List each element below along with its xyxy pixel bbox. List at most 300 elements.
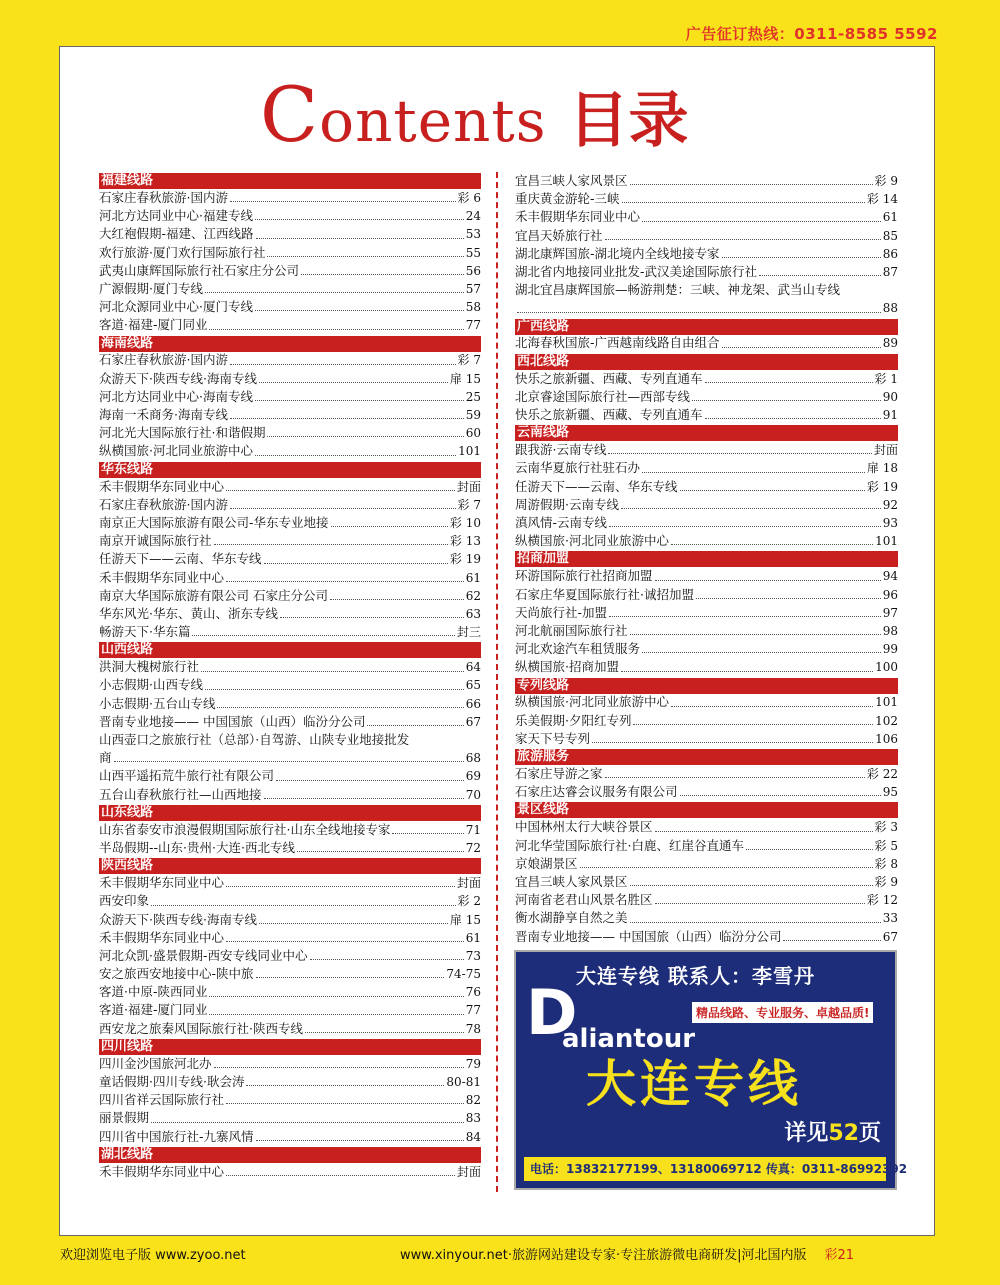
ad-see-num: 52: [828, 1121, 859, 1146]
leader-dots: [214, 544, 448, 545]
toc-entry-page: 53: [465, 227, 481, 242]
ad-contact: 电话：13832177199、13180069712 传真：0311-86992392: [524, 1157, 886, 1181]
toc-entry-page: 封面: [873, 443, 898, 458]
leader-dots: [310, 959, 464, 960]
toc-entry[interactable]: [99, 767, 481, 785]
toc-entry[interactable]: [99, 1128, 481, 1146]
leader-dots: [259, 382, 448, 383]
toc-entry-page: 封面: [456, 876, 481, 891]
toc-entry[interactable]: [99, 406, 481, 424]
toc-entry[interactable]: [515, 441, 898, 459]
leader-dots: [608, 453, 872, 454]
leader-dots: [246, 1085, 444, 1086]
toc-entry-title: 四川省祥云国际旅行社: [99, 1092, 225, 1108]
toc-entry[interactable]: [99, 947, 481, 965]
toc-entry-page: 76: [465, 985, 481, 1000]
leader-dots: [746, 849, 873, 850]
toc-entry[interactable]: [515, 335, 898, 353]
toc-entry-page: 64: [465, 660, 481, 675]
toc-entry[interactable]: [515, 909, 898, 927]
toc-entry-title: 石家庄导游之家: [515, 766, 603, 782]
toc-entry-title: 河北众源同业中心·厦门专线: [99, 299, 253, 315]
toc-entry-title: 众游天下·陕西专线·海南专线: [99, 911, 257, 927]
toc-entry-page: 69: [465, 769, 481, 784]
leader-dots: [209, 996, 463, 997]
toc-entry-title: 四川省中国旅行社-九寨风情: [99, 1128, 254, 1144]
toc-entry-page: 58: [465, 300, 481, 315]
toc-entry[interactable]: [515, 299, 898, 317]
leader-dots: [783, 940, 880, 941]
toc-entry-title: 西安龙之旅秦风国际旅行社·陕西专线: [99, 1020, 303, 1036]
leader-dots: [605, 239, 881, 240]
toc-entry[interactable]: [99, 1109, 481, 1127]
toc-entry[interactable]: [99, 298, 481, 316]
toc-entry[interactable]: [99, 658, 481, 676]
toc-entry[interactable]: [515, 873, 898, 891]
toc-entry-title: 南京开诚国际旅行社: [99, 533, 212, 549]
toc-entry[interactable]: [99, 1163, 481, 1181]
toc-entry-title: 湖北康辉国旅-湖北境内全线地接专家: [515, 245, 720, 261]
toc-entry-title: 禾丰假期华东同业中心: [99, 875, 225, 891]
toc-entry-page: 94: [882, 569, 898, 584]
toc-entry-page: 彩 19: [449, 552, 481, 567]
toc-entry[interactable]: [515, 658, 898, 676]
toc-entry-page: 89: [882, 336, 898, 351]
toc-entry-title: 童话假期·四川专线·耿会涛: [99, 1074, 245, 1090]
leader-dots: [621, 671, 873, 672]
leader-dots: [633, 724, 873, 725]
ad-main-title: 大连专线: [586, 1055, 802, 1113]
toc-entry-page: 封三: [456, 625, 481, 640]
toc-entry-title: 河北方达同业中心·海南专线: [99, 388, 253, 404]
toc-entry[interactable]: [515, 586, 898, 604]
toc-entry[interactable]: [515, 818, 898, 836]
toc-entry[interactable]: [99, 388, 481, 406]
title-en: [260, 70, 547, 159]
category-header: 山东线路: [99, 805, 481, 821]
toc-entry-page: 彩 2: [457, 894, 481, 909]
toc-entry-page: 86: [882, 246, 898, 261]
toc-entry-title: 中国林州太行大峡谷景区: [515, 819, 653, 835]
toc-entry[interactable]: [515, 604, 898, 622]
leader-dots: [609, 616, 881, 617]
leader-dots: [605, 777, 865, 778]
leader-dots: [630, 922, 881, 923]
toc-entry[interactable]: [99, 892, 481, 910]
title-en-initial: C: [260, 70, 320, 159]
leader-dots: [705, 418, 881, 419]
toc-entry-title: 丽景假期: [99, 1110, 150, 1126]
toc-entry[interactable]: [515, 891, 898, 909]
footer-page: 彩21: [824, 1248, 855, 1263]
toc-entry[interactable]: [99, 786, 481, 804]
toc-entry-title: 石家庄春秋旅游·国内游: [99, 189, 228, 205]
toc-entry-page: 彩 10: [449, 515, 481, 530]
toc-entry[interactable]: [99, 749, 481, 767]
toc-entry-page: 封面: [456, 1164, 481, 1179]
category-header: 华东线路: [99, 462, 481, 478]
toc-entry-page: 100: [875, 660, 898, 675]
toc-entry[interactable]: [515, 622, 898, 640]
toc-entry-title: 西安印象: [99, 893, 150, 909]
toc-entry-title: 广源假期·厦门专线: [99, 280, 203, 296]
leader-dots: [256, 977, 445, 978]
toc-entry-page: 彩 8: [874, 856, 898, 871]
leader-dots: [226, 886, 455, 887]
toc-entry-page: 63: [465, 606, 481, 621]
leader-dots: [264, 563, 448, 564]
toc-entry[interactable]: [99, 911, 481, 929]
toc-entry[interactable]: [515, 783, 898, 801]
leader-dots: [622, 202, 865, 203]
toc-entry[interactable]: [515, 208, 898, 226]
toc-entry-page: 33: [882, 911, 898, 926]
toc-entry-title: 石家庄达睿会议服务有限公司: [515, 784, 678, 800]
toc-entry-page: 93: [882, 515, 898, 530]
toc-left-column: [99, 172, 481, 1181]
toc-entry-title: 禾丰假期华东同业中心: [99, 569, 225, 585]
toc-entry-page: 92: [882, 497, 898, 512]
toc-entry[interactable]: [515, 190, 898, 208]
toc-entry[interactable]: [99, 1055, 481, 1073]
toc-entry-page: 扉 15: [449, 912, 481, 927]
title-en-rest: ontents: [319, 87, 547, 155]
toc-entry-title: 华东风光·华东、黄山、浙东专线: [99, 605, 278, 621]
toc-entry[interactable]: [515, 730, 898, 748]
toc-entry[interactable]: [99, 532, 481, 550]
toc-entry[interactable]: [99, 677, 481, 695]
toc-entry[interactable]: [99, 1002, 481, 1020]
leader-dots: [392, 833, 463, 834]
toc-entry[interactable]: [515, 263, 898, 281]
toc-entry-page: 95: [882, 785, 898, 800]
toc-entry[interactable]: [99, 695, 481, 713]
toc-entry-title: 宜昌三峡人家风景区: [515, 873, 628, 889]
leader-dots: [330, 599, 464, 600]
leader-dots: [255, 310, 464, 311]
toc-entry[interactable]: [99, 965, 481, 983]
column-divider: [496, 172, 498, 1192]
category-header: 景区线路: [515, 802, 898, 818]
toc-entry[interactable]: [99, 496, 481, 514]
toc-entry[interactable]: [515, 227, 898, 245]
category-header: 云南线路: [515, 425, 898, 441]
leader-dots: [214, 1067, 464, 1068]
ad-see-suffix: 页: [858, 1121, 881, 1146]
toc-entry-title: 天尚旅行社-加盟: [515, 604, 608, 620]
toc-entry-page: 101: [875, 695, 898, 710]
toc-entry-page: 88: [882, 301, 898, 316]
toc-entry-page: 彩 12: [866, 893, 898, 908]
leader-dots: [209, 329, 463, 330]
toc-entry[interactable]: [99, 623, 481, 641]
toc-entry-title: 家天下号专列: [515, 730, 591, 746]
toc-entry[interactable]: [99, 587, 481, 605]
toc-entry[interactable]: [515, 855, 898, 873]
toc-entry-page: 61: [882, 210, 898, 225]
toc-entry-title: 纵横国旅·河北同业旅游中心: [515, 694, 669, 710]
toc-entry[interactable]: [515, 370, 898, 388]
toc-entry-page: 78: [465, 1021, 481, 1036]
toc-entry-page: 71: [465, 822, 481, 837]
toc-entry-page: 102: [875, 713, 898, 728]
category-header: 陕西线路: [99, 858, 481, 874]
toc-entry[interactable]: [515, 172, 898, 190]
ad-logo: [526, 976, 696, 1054]
leader-dots: [592, 742, 873, 743]
ad-slogan: 精品线路、专业服务、卓越品质!: [692, 1002, 873, 1023]
toc-entry[interactable]: [99, 225, 481, 243]
toc-entry-title: 乐美假期·夕阳红专列: [515, 712, 632, 728]
category-header: 广西线路: [515, 319, 898, 335]
category-header: 专列线路: [515, 678, 898, 694]
toc-entry-page: 67: [882, 929, 898, 944]
leader-dots: [580, 867, 873, 868]
toc-entry-title: 石家庄华夏国际旅行社·诚招加盟: [515, 586, 694, 602]
toc-entry[interactable]: [515, 837, 898, 855]
leader-dots: [680, 490, 865, 491]
toc-entry-page: 彩 1: [874, 371, 898, 386]
leader-dots: [609, 526, 881, 527]
toc-entry[interactable]: [99, 189, 481, 207]
toc-entry-page: 68: [465, 751, 481, 766]
toc-entry-title: 河北方达同业中心·福建专线: [99, 208, 253, 224]
toc-entry[interactable]: [515, 765, 898, 783]
toc-entry-title: 山西平遥拓荒牛旅行社有限公司: [99, 768, 275, 784]
toc-entry[interactable]: [99, 874, 481, 892]
toc-entry[interactable]: [99, 244, 481, 262]
toc-entry-title: 晋南专业地接—— 中国国旅（山西）临汾分公司: [99, 713, 366, 729]
footer-left: 欢迎浏览电子版 www.zyoo.net: [60, 1248, 246, 1263]
toc-entry[interactable]: [515, 928, 898, 946]
toc-entry[interactable]: [99, 1073, 481, 1091]
page-title: [260, 70, 689, 159]
toc-entry[interactable]: [99, 352, 481, 370]
toc-entry[interactable]: [99, 514, 481, 532]
toc-entry[interactable]: [99, 207, 481, 225]
toc-entry-title: 周游假期·云南专线: [515, 496, 619, 512]
toc-entry-title: 禾丰假期华东同业中心: [515, 209, 641, 225]
toc-entry-title: 河北航丽国际旅行社: [515, 622, 628, 638]
leader-dots: [705, 382, 873, 383]
leader-dots: [226, 1103, 464, 1104]
toc-entry-page: 85: [882, 228, 898, 243]
toc-entry-title: 禾丰假期华东同业中心: [99, 478, 225, 494]
leader-dots: [671, 706, 873, 707]
leader-dots: [630, 184, 873, 185]
category-header: 湖北线路: [99, 1147, 481, 1163]
toc-entry[interactable]: [515, 532, 898, 550]
category-header: 山西线路: [99, 642, 481, 658]
toc-entry-page: 57: [465, 281, 481, 296]
toc-entry-page: 彩 7: [457, 353, 481, 368]
leader-dots: [331, 526, 448, 527]
leader-dots: [255, 219, 464, 220]
category-header: 四川线路: [99, 1039, 481, 1055]
toc-entry-page: 60: [465, 426, 481, 441]
toc-entry-title: 河北众凯·盛景假期-西安专线同业中心: [99, 947, 308, 963]
toc-entry-title: 跟我游·云南专线: [515, 442, 607, 458]
toc-entry[interactable]: [515, 640, 898, 658]
leader-dots: [305, 1032, 464, 1033]
toc-entry[interactable]: [515, 459, 898, 477]
toc-entry-title-line[interactable]: 山西壶口之旅旅行社（总部）·自驾游、山陕专业地接批发: [99, 732, 410, 748]
toc-entry-page: 67: [465, 714, 481, 729]
toc-entry-title: 北海春秋国旅-广西越南线路自由组合: [515, 335, 720, 351]
toc-entry-title-line[interactable]: 湖北宜昌康辉国旅—畅游荆楚：三峡、神龙架、武当山专线: [515, 282, 841, 298]
toc-entry-page: 56: [465, 263, 481, 278]
toc-entry-title: 河北欢途汽车租赁服务: [515, 641, 641, 657]
toc-entry-title: 河南省老君山风景名胜区: [515, 892, 653, 908]
toc-entry[interactable]: [99, 821, 481, 839]
toc-entry[interactable]: [99, 280, 481, 298]
toc-entry-page: 101: [458, 444, 481, 459]
toc-entry[interactable]: [99, 839, 481, 857]
toc-entry-page: 62: [465, 588, 481, 603]
toc-entry-page: 106: [875, 731, 898, 746]
toc-entry-title: 纵横国旅·招商加盟: [515, 659, 619, 675]
leader-dots: [301, 274, 464, 275]
leader-dots: [642, 472, 865, 473]
toc-entry-page: 80-81: [446, 1075, 481, 1090]
toc-entry-title: 商: [99, 750, 112, 766]
toc-entry-page: 扉 18: [866, 461, 898, 476]
toc-entry[interactable]: [515, 712, 898, 730]
toc-entry[interactable]: [515, 694, 898, 712]
toc-entry[interactable]: [99, 370, 481, 388]
toc-entry-page: 24: [465, 209, 481, 224]
toc-entry-page: 74-75: [446, 967, 481, 982]
toc-entry-title: 重庆黄金游轮-三峡: [515, 191, 620, 207]
toc-entry-title: 河北光大国际旅行社·和谐假期: [99, 425, 266, 441]
toc-entry-page: 77: [465, 1003, 481, 1018]
toc-entry-page: 99: [882, 642, 898, 657]
toc-entry[interactable]: [515, 388, 898, 406]
toc-entry-title: 快乐之旅新疆、西藏、专列直通车: [515, 407, 703, 423]
toc-entry-title: 大红袍假期-福建、江西线路: [99, 226, 254, 242]
toc-entry[interactable]: [99, 929, 481, 947]
toc-entry[interactable]: [515, 567, 898, 585]
toc-entry[interactable]: [99, 983, 481, 1001]
toc-entry-title: 客道·中原-陕西同业: [99, 984, 208, 1000]
toc-entry-page: 73: [465, 948, 481, 963]
footer-right: [400, 1244, 854, 1263]
toc-entry-page: 彩 22: [866, 767, 898, 782]
leader-dots: [280, 617, 464, 618]
category-header: 旅游服务: [515, 749, 898, 765]
toc-entry-title: 宜昌天娇旅行社: [515, 227, 603, 243]
toc-entry[interactable]: [515, 478, 898, 496]
toc-entry-title: 欢行旅游·厦门欢行国际旅行社: [99, 244, 266, 260]
toc-entry-page: 61: [465, 930, 481, 945]
toc-entry-page: 77: [465, 318, 481, 333]
toc-entry[interactable]: [99, 713, 481, 731]
ad-logo-text: aliantour: [562, 1024, 696, 1054]
leader-dots: [722, 347, 881, 348]
toc-entry-page: 79: [465, 1056, 481, 1071]
toc-entry-page: 彩 9: [874, 874, 898, 889]
toc-entry-page: 封面: [456, 479, 481, 494]
toc-entry-page: 彩 7: [457, 497, 481, 512]
leader-dots: [226, 581, 464, 582]
toc-entry-page: 66: [465, 696, 481, 711]
toc-entry[interactable]: [99, 478, 481, 496]
leader-dots: [630, 885, 873, 886]
toc-entry-title: 小志假期·五台山专线: [99, 695, 216, 711]
toc-entry-title: 海南一禾商务·海南专线: [99, 407, 228, 423]
leader-dots: [276, 780, 464, 781]
leader-dots: [642, 652, 881, 653]
toc-entry-page: 61: [465, 570, 481, 585]
leader-dots: [259, 923, 448, 924]
toc-entry[interactable]: [99, 605, 481, 623]
toc-entry-title: 北京睿途国际旅行社—西部专线: [515, 388, 691, 404]
ad-see-prefix: 详见: [784, 1121, 829, 1146]
toc-entry-page: 98: [882, 623, 898, 638]
leader-dots: [655, 903, 865, 904]
toc-entry-page: 83: [465, 1111, 481, 1126]
toc-entry-title: 快乐之旅新疆、西藏、专列直通车: [515, 370, 703, 386]
toc-entry[interactable]: [99, 550, 481, 568]
leader-dots: [722, 257, 881, 258]
toc-entry-page: 87: [882, 264, 898, 279]
toc-entry[interactable]: [515, 406, 898, 424]
leader-dots: [297, 851, 464, 852]
toc-entry[interactable]: [515, 514, 898, 532]
toc-entry-page: 59: [465, 408, 481, 423]
toc-entry[interactable]: [99, 316, 481, 334]
leader-dots: [205, 292, 464, 293]
toc-entry-title: 纵横国旅·河北同业旅游中心: [515, 533, 669, 549]
toc-entry-title: 任游天下——云南、华东专线: [515, 478, 678, 494]
toc-entry-title: 京娘湖景区: [515, 855, 578, 871]
toc-entry-title: 环游国际旅行社招商加盟: [515, 568, 653, 584]
toc-entry-title: 任游天下——云南、华东专线: [99, 551, 262, 567]
toc-entry-page: 97: [882, 605, 898, 620]
toc-entry-title: 众游天下·陕西专线·海南专线: [99, 370, 257, 386]
leader-dots: [671, 544, 873, 545]
toc-entry-title: 晋南专业地接—— 中国国旅（山西）临汾分公司: [515, 928, 782, 944]
toc-entry-title: 五台山春秋旅行社—山西地接: [99, 786, 262, 802]
leader-dots: [256, 238, 464, 239]
toc-entry-title: 南京正大国际旅游有限公司-华东专业地接: [99, 514, 329, 530]
leader-dots: [255, 455, 456, 456]
toc-entry[interactable]: [99, 442, 481, 460]
toc-entry-page: 84: [465, 1129, 481, 1144]
toc-entry-title: 洪洞大槐树旅行社: [99, 659, 200, 675]
leader-dots: [267, 256, 463, 257]
toc-entry[interactable]: [99, 424, 481, 442]
toc-entry[interactable]: [515, 496, 898, 514]
toc-entry-title: 山东省泰安市浪漫假期国际旅行社·山东全线地接专家: [99, 821, 391, 837]
toc-entry[interactable]: [99, 569, 481, 587]
leader-dots: [267, 436, 463, 437]
toc-entry[interactable]: [515, 245, 898, 263]
toc-entry-title: 宜昌三峡人家风景区: [515, 172, 628, 188]
leader-dots: [192, 635, 455, 636]
leader-dots: [226, 941, 464, 942]
toc-entry-title: 云南华夏旅行社驻石办: [515, 460, 641, 476]
toc-entry-title: 安之旅西安地接中心-陕中旅: [99, 966, 254, 982]
toc-entry-page: 55: [465, 245, 481, 260]
toc-entry-page: 25: [465, 389, 481, 404]
leader-dots: [621, 508, 881, 509]
toc-entry-page: 彩 9: [874, 173, 898, 188]
toc-entry[interactable]: [99, 1020, 481, 1038]
footer-site: www.xinyour.net·旅游网站建设专家·专注旅游微电商研发|河北国内版: [400, 1248, 807, 1263]
toc-entry[interactable]: [99, 262, 481, 280]
toc-entry[interactable]: [99, 1091, 481, 1109]
